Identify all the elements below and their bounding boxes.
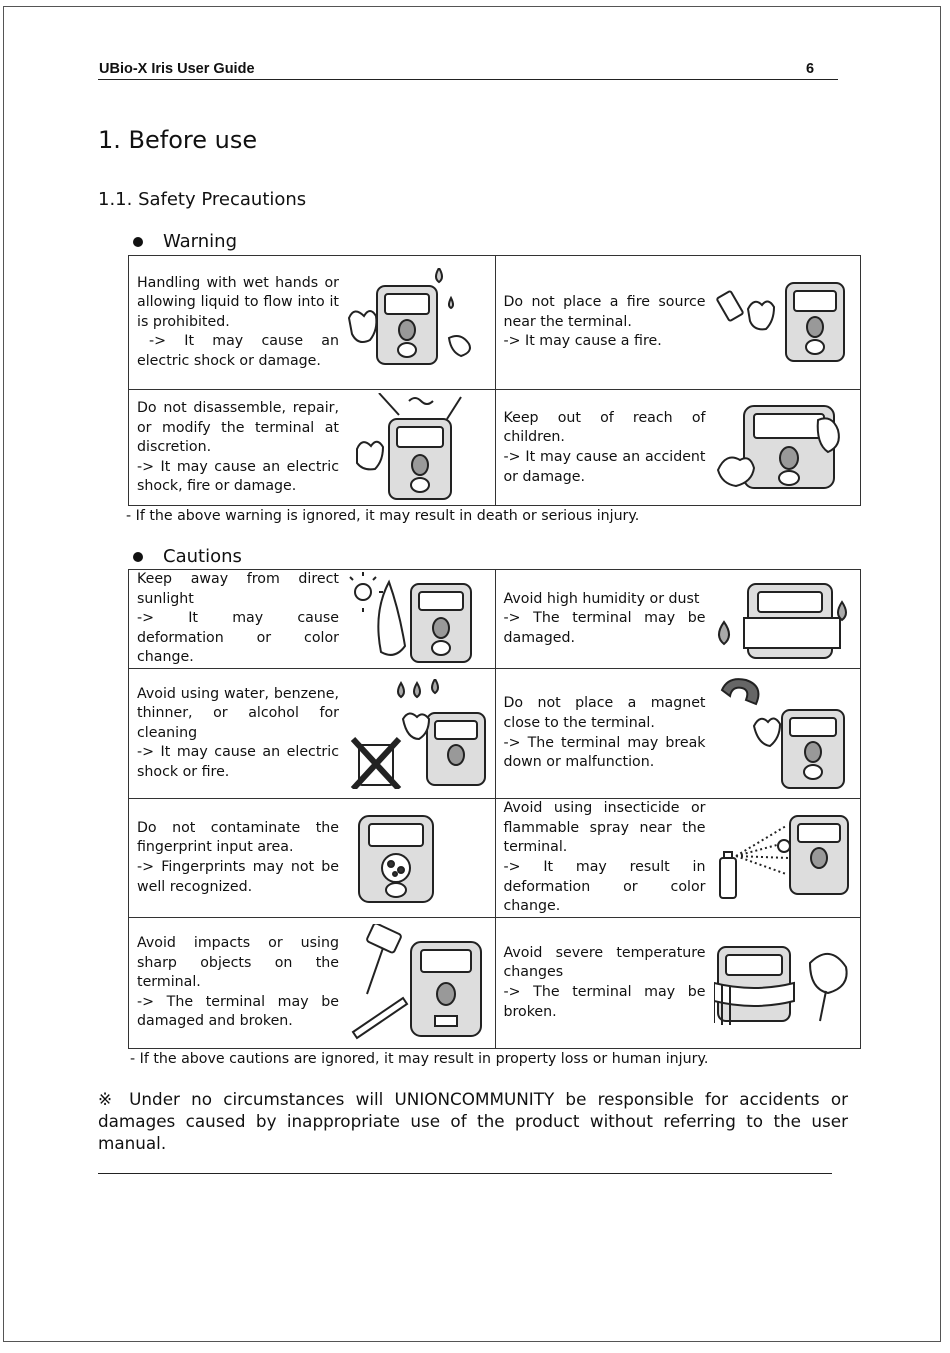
caution-cell bbox=[495, 669, 861, 798]
warning-consequence: -> It may cause an accident or damage. bbox=[503, 449, 706, 485]
temperature-terminal-icon bbox=[714, 933, 854, 1033]
warning-note: - If the above warning is ignored, it may result in death or serious injury. bbox=[126, 508, 640, 524]
impact-terminal-icon bbox=[349, 924, 489, 1042]
warning-heading: Warning bbox=[133, 231, 237, 252]
warning-table bbox=[128, 255, 861, 506]
disclaimer: ※ Under no circumstances will UNIONCOMMUNITY be responsible for accidents or damages caused by inappropriate use of the product without referring to the user manual. bbox=[98, 1089, 848, 1153]
humidity-terminal-icon bbox=[714, 572, 854, 666]
warning-text: Do not place a fire source near the terminal. bbox=[503, 294, 706, 330]
caution-consequence: -> It may result in deformation or color change. bbox=[503, 859, 706, 915]
magnet-terminal-icon bbox=[714, 676, 854, 792]
caution-consequence: -> Fingerprints may not be well recognized. bbox=[137, 859, 339, 895]
caution-cell bbox=[495, 799, 861, 917]
caution-text: Keep away from direct sunlight bbox=[137, 571, 339, 607]
header-rule bbox=[98, 79, 838, 80]
warning-text: Do not disassemble, repair, or modify the terminal at discretion. bbox=[137, 400, 339, 456]
caution-text: Avoid impacts or using sharp objects on the terminal. bbox=[137, 935, 339, 991]
caution-cell bbox=[129, 570, 495, 668]
wet-hands-terminal-icon bbox=[339, 268, 489, 378]
warning-cell bbox=[495, 390, 861, 506]
bottom-rule bbox=[98, 1173, 832, 1174]
cautions-note: - If the above cautions are ignored, it may result in property loss or human injury. bbox=[130, 1051, 709, 1067]
caution-consequence: -> It may cause deformation or color change. bbox=[137, 610, 339, 666]
cautions-table bbox=[128, 569, 861, 1049]
header-page-number: 6 bbox=[806, 61, 815, 77]
caution-row bbox=[129, 570, 860, 669]
caution-consequence: -> The terminal may be broken. bbox=[503, 984, 706, 1020]
caution-consequence: -> The terminal may be damaged. bbox=[503, 610, 706, 646]
caution-text: Avoid high humidity or dust bbox=[503, 590, 700, 607]
section-title: 1. Before use bbox=[98, 126, 258, 154]
caution-cell bbox=[495, 570, 861, 668]
warning-consequence: -> It may cause a fire. bbox=[503, 333, 662, 350]
dirty-sensor-terminal-icon bbox=[349, 810, 489, 906]
caution-text: Do not place a magnet close to the terminal. bbox=[503, 695, 706, 731]
caution-consequence: -> The terminal may break down or malfunction. bbox=[503, 734, 706, 771]
caution-row bbox=[129, 799, 860, 918]
subsection-title: 1.1. Safety Precautions bbox=[98, 189, 307, 210]
warning-consequence: -> It may cause an electric shock, fire or damage. bbox=[137, 458, 339, 495]
no-cleaning-liquid-icon bbox=[349, 679, 489, 789]
warning-text: Keep out of reach of children. bbox=[503, 409, 706, 446]
caution-text: Avoid severe temperature changes bbox=[503, 944, 706, 981]
caution-row bbox=[129, 918, 860, 1048]
caution-consequence: -> It may cause an electric shock or fire. bbox=[137, 744, 339, 780]
bullet-dot bbox=[133, 237, 143, 247]
bullet-dot bbox=[133, 552, 143, 562]
caution-text: Do not contaminate the fingerprint input area. bbox=[137, 819, 339, 856]
warning-text: Handling with wet hands or allowing liquid to flow into it is prohibited. bbox=[137, 274, 339, 330]
child-hands-terminal-icon bbox=[714, 400, 854, 496]
warning-cell bbox=[129, 256, 495, 389]
caution-cell bbox=[129, 669, 495, 798]
warning-consequence: -> It may cause an electric shock or damage. bbox=[137, 333, 339, 369]
caution-cell bbox=[495, 918, 861, 1048]
caution-consequence: -> The terminal may be damaged and broken. bbox=[137, 993, 339, 1030]
warning-cell bbox=[495, 256, 861, 389]
warning-row bbox=[129, 390, 860, 506]
caution-text: Avoid using water, benzene, thinner, or alcohol for cleaning bbox=[137, 685, 339, 741]
warning-row bbox=[129, 256, 860, 390]
caution-cell bbox=[129, 918, 495, 1048]
warning-cell bbox=[129, 390, 495, 506]
spray-terminal-icon bbox=[714, 808, 854, 908]
caution-text: Avoid using insecticide or flammable spray near the terminal. bbox=[503, 800, 706, 856]
sunlight-terminal-icon bbox=[349, 572, 489, 666]
cautions-heading: Cautions bbox=[133, 546, 242, 567]
lighter-terminal-icon bbox=[714, 273, 854, 373]
disassemble-terminal-icon bbox=[349, 393, 489, 503]
caution-cell bbox=[129, 799, 495, 917]
header-title: UBio-X Iris User Guide bbox=[99, 61, 255, 77]
caution-row bbox=[129, 669, 860, 799]
